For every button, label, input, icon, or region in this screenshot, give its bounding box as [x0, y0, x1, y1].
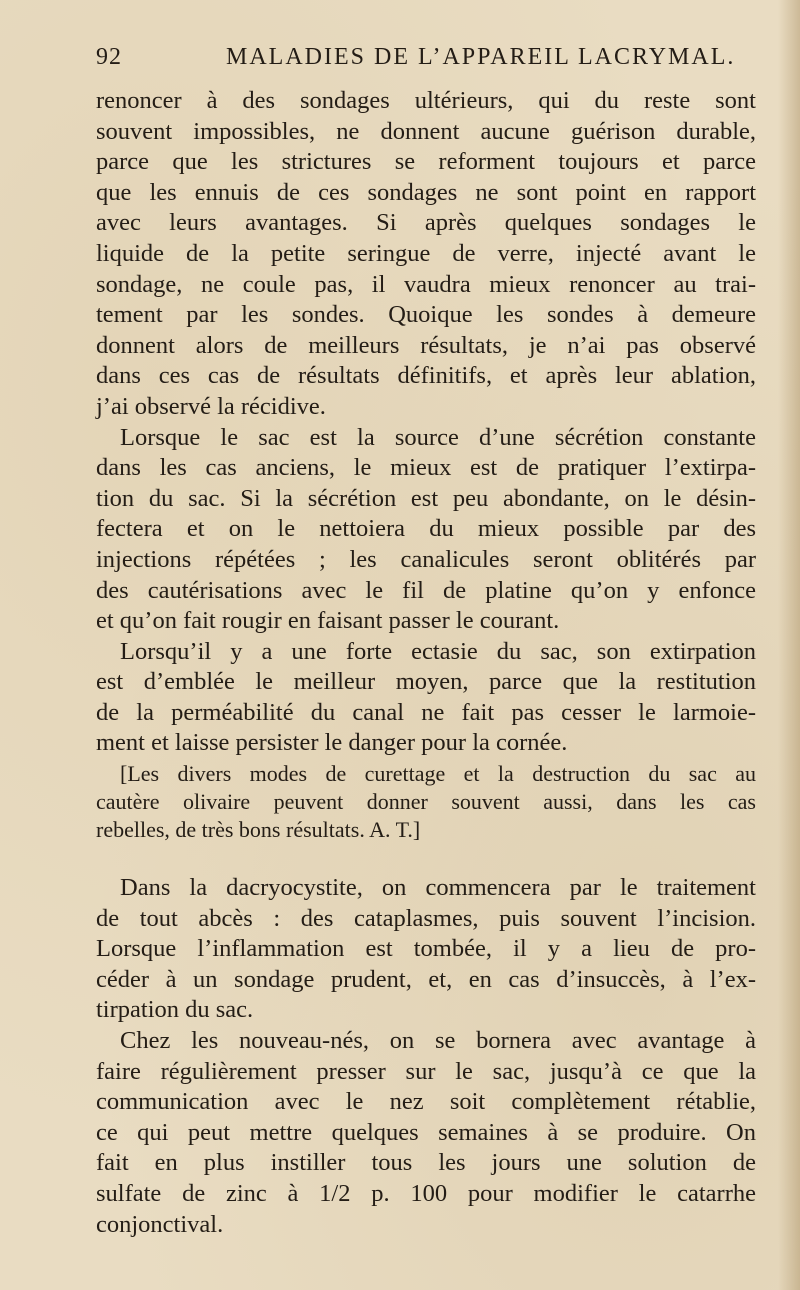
- running-title: MALADIES DE L’APPAREIL LACRYMAL.: [226, 44, 736, 70]
- note-line: cautère olivaire peuvent donner souvent aussi, dans les cas: [96, 789, 756, 814]
- text-line: fait en plus instiller tous les jours une solution de: [96, 1149, 756, 1177]
- text-line: j’ai observé la récidive.: [96, 392, 326, 420]
- text-line: sondage, ne coule pas, il vaudra mieux renoncer au trai-: [96, 270, 756, 298]
- text-line: des cautérisations avec le fil de platine qu’on y enfonce: [96, 576, 756, 604]
- text-line: céder à un sondage prudent, et, en cas d’insuccès, à l’ex-: [96, 965, 756, 993]
- page-header: [96, 44, 736, 76]
- text-line: ce qui peut mettre quelques semaines à se produire. On: [96, 1118, 756, 1146]
- editor-note: [96, 760, 756, 844]
- text-line: Lorsque le sac est la source d’une sécrétion constante: [120, 423, 756, 451]
- text-line: tirpation du sac.: [96, 996, 254, 1024]
- text-line: de la perméabilité du canal ne fait pas cesser le larmoie-: [96, 698, 756, 726]
- text-line: injections répétées ; les canalicules seront oblitérés par: [96, 545, 756, 573]
- text-line: Lorsque l’inflammation est tombée, il y a lieu de pro-: [96, 935, 756, 963]
- text-line: parce que les strictures se reforment toujours et parce: [96, 148, 756, 176]
- text-line: Dans la dacryocystite, on commencera par le traitement: [120, 874, 756, 901]
- text-line: tion du sac. Si la sécrétion est peu abondante, on le désin-: [96, 484, 756, 512]
- note-line: [Les divers modes de curettage et la destruction du sac au: [120, 761, 756, 786]
- text-line: est d’emblée le meilleur moyen, parce que la restitution: [96, 668, 756, 696]
- page-number: 92: [96, 44, 122, 70]
- text-line: souvent impossibles, ne donnent aucune guérison durable,: [96, 117, 756, 145]
- second-text-block: [96, 873, 756, 1240]
- text-line: sulfate de zinc à 1/2 p. 100 pour modifier le catarrhe: [96, 1179, 756, 1207]
- text-line: et qu’on fait rougir en faisant passer le courant.: [96, 607, 560, 635]
- text-line: dans ces cas de résultats définitifs, et après leur ablation,: [96, 362, 756, 390]
- text-line: renoncer à des sondages ultérieurs, qui du reste sont: [96, 87, 756, 114]
- page-edge-shadow: [778, 0, 800, 1290]
- text-line: tement par les sondes. Quoique les sondes à demeure: [96, 301, 756, 329]
- text-line: donnent alors de meilleurs résultats, je n’ai pas observé: [96, 331, 756, 359]
- note-line: rebelles, de très bons résultats. A. T.]: [96, 817, 421, 842]
- text-line: conjonctival.: [96, 1210, 224, 1238]
- text-line: communication avec le nez soit complètement rétablie,: [96, 1088, 756, 1116]
- text-line: que les ennuis de ces sondages ne sont point en rapport: [96, 178, 756, 206]
- text-line: liquide de la petite seringue de verre, injecté avant le: [96, 239, 756, 267]
- text-line: de tout abcès : des cataplasmes, puis souvent l’incision.: [96, 904, 756, 932]
- text-line: faire régulièrement presser sur le sac, jusqu’à ce que la: [96, 1057, 756, 1085]
- text-line: Lorsqu’il y a une forte ectasie du sac, son extirpation: [120, 637, 756, 665]
- text-line: avec leurs avantages. Si après quelques sondages le: [96, 209, 756, 237]
- text-line: dans les cas anciens, le mieux est de pratiquer l’extirpa-: [96, 454, 756, 482]
- text-line: ment et laisse persister le danger pour la cornée.: [96, 729, 568, 757]
- main-text-block: [96, 86, 756, 759]
- text-line: Chez les nouveau-nés, on se bornera avec avantage à: [120, 1026, 756, 1054]
- text-line: fectera et on le nettoiera du mieux possible par des: [96, 515, 756, 543]
